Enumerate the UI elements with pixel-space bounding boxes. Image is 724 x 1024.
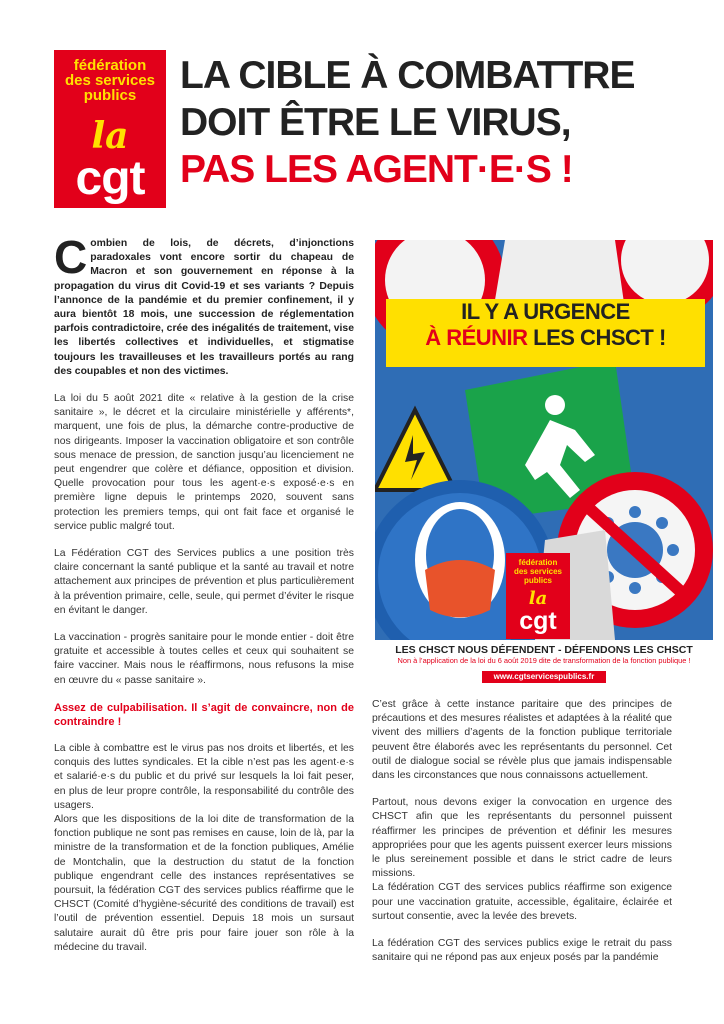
- body-paragraph: C’est grâce à cette instance paritaire que des principes de précautions et des mesures réalistes et adaptées à la réalité que vivent des milliers d’agents de la fonction publique territoriale peuvent être élaborés avec les représentants du personnel. Cet outil de dialogue social se révèle plus que jamais indispensable dans les circonstances que nous connaissons actuellement.: [372, 699, 672, 782]
- mini-logo-federation-text: [506, 558, 570, 585]
- logo-line-3: publics: [83, 87, 137, 104]
- caption-sub: Non à l’application de la loi du 6 août 2019 dite de transformation de la fonction publique !: [397, 656, 691, 665]
- mini-logo-la: la: [528, 588, 548, 609]
- body-paragraph: La fédération CGT des services publics exige le retrait du pass sanitaire qui ne répond pas aux enjeux posés par la pandémie: [372, 938, 672, 964]
- poster-cgt-logo: [506, 553, 570, 639]
- body-paragraph: Partout, nous devons exiger la convocation en urgence des CHSCT afin que les représentants du personnel puissent réaffirmer les principes de prévention et définir les mesures appropriées pour que les agents puissent exercer leurs missions le plus sereinement possible et dans le strict cadre de leurs missions.: [372, 797, 672, 880]
- body-paragraph: La Fédération CGT des Services publics a une position très claire concernant la santé publique et la santé au travail et notre attachement aux principes de prévention et plus particulièrement à la prévention primaire, celle, seule, qui permet d’éviter le risque en évitant le danger.: [54, 548, 354, 616]
- logo-line-2: des services: [64, 72, 156, 89]
- mini-logo-line-2: des services: [513, 567, 563, 576]
- drop-cap: C: [54, 231, 88, 283]
- logo-cgt: cgt: [75, 152, 145, 205]
- poster-caption: [375, 644, 713, 684]
- intro-text: ombien de lois, de décrets, d’injonctions paradoxales vont encore sortir du chapeau de Macron et son gouvernement en réponse à la propagation du virus dit Covid-19 et ses variants ? Depuis l’annonce de la pandémie et du premier confinement, il y aura bientôt 18 mois, une succession de réglementation parfois contradictoire, crée des inégalités de traitement, vise les libertés collectives et individuelles, et stigmatise toujours les travailleuses et les travailleurs portés au rang des coupables et non des victimes.: [54, 238, 354, 377]
- body-paragraph: Alors que les dispositions de la loi dite de transformation de la fonction publique ne sont pas remises en cause, loin de là, par la ministre de la transformation et de la fonction publiques, Amélie de Montchalin, que la destruction du statut de la fonction publique engendrant celle des instances représentatives se poursuit, la fédération CGT des services publics réaffirme que le CHSCT (Comité d’hygiène-sécurité des conditions de travail) est l’outil de prévention essentiel. Depuis 18 mois un sursaut salutaire aurait dû être pris pour faire jouer son rôle à la médecine du travail.: [54, 813, 354, 953]
- page-headline: [180, 52, 700, 193]
- left-column: [54, 231, 354, 968]
- headline-line-3: PAS LES AGENT·E·S !: [180, 148, 573, 191]
- logo-line-1: fédération: [73, 57, 147, 74]
- body-paragraph: La vaccination - progrès sanitaire pour le monde entier - doit être gratuite et accessible à toutes celles et ceux qui souhaitent se faire vacciner. Mais nous le réaffirmons, nous refusons la mise en œuvre du « passe sanitaire ».: [54, 632, 354, 686]
- right-column: [372, 698, 672, 978]
- mini-logo-cgt: cgt: [519, 607, 557, 635]
- cgt-logo: [54, 50, 166, 208]
- urgence-banner: [386, 299, 705, 367]
- logo-federation-text: [54, 58, 166, 103]
- body-paragraph: La loi du 5 août 2021 dite « relative à la gestion de la crise sanitaire », le décret et la circulaire ministérielle y afférents*, marquent, une fois de plus, la démarche contre-productive de nos dirigeants. Imposer la vaccination obligatoire et son contrôle sous menace de pression, de sanction jusqu’au licenciement ne peut engendrer que colère et défiance, opposition et division. Quelle provocation pour tous les agent·e·s exposé·e·s en première ligne depuis le printemps 2020, souvent sans protection les premiers temps, qui ont fait face et organisé le service public malgré tout.: [54, 393, 354, 532]
- body-paragraph: La cible à combattre est le virus pas nos droits et libertés, et les conquis des luttes syndicales. Et la cible n’est pas les agent·e·s et salarié·e·s du public et du privé sur lesquels la loi fait peser, en plus de leur propre contrôle, la responsabilité du contrôle des usagers.: [54, 742, 354, 811]
- caption-main: LES CHSCT NOUS DÉFENDENT - DÉFENDONS LES CHSCT: [395, 644, 693, 656]
- headline-line-1: LA CIBLE À COMBATTRE: [180, 54, 635, 97]
- intro-paragraph: [54, 231, 354, 379]
- website-link[interactable]: www.cgtservicespublics.fr: [482, 671, 607, 683]
- urgence-red-text: À RÉUNIR: [425, 325, 528, 350]
- mini-logo-line-1: fédération: [518, 558, 558, 567]
- urgence-line-1: IL Y A URGENCE: [461, 299, 630, 324]
- mini-logo-line-3: publics: [523, 576, 552, 585]
- urgence-rest-text: LES CHSCT !: [527, 325, 666, 350]
- urgence-line-2: [386, 325, 705, 351]
- logo-la: la: [91, 115, 129, 157]
- section-subheading: Assez de culpabilisation. Il s’agit de convaincre, non de contraindre !: [54, 701, 354, 728]
- body-paragraph: La fédération CGT des services publics réaffirme son exigence pour une vaccination gratuite, accessible, égalitaire, éclairée et surtout consentie, avec la levée des brevets.: [372, 882, 672, 922]
- headline-line-2: DOIT ÊTRE LE VIRUS,: [180, 101, 571, 144]
